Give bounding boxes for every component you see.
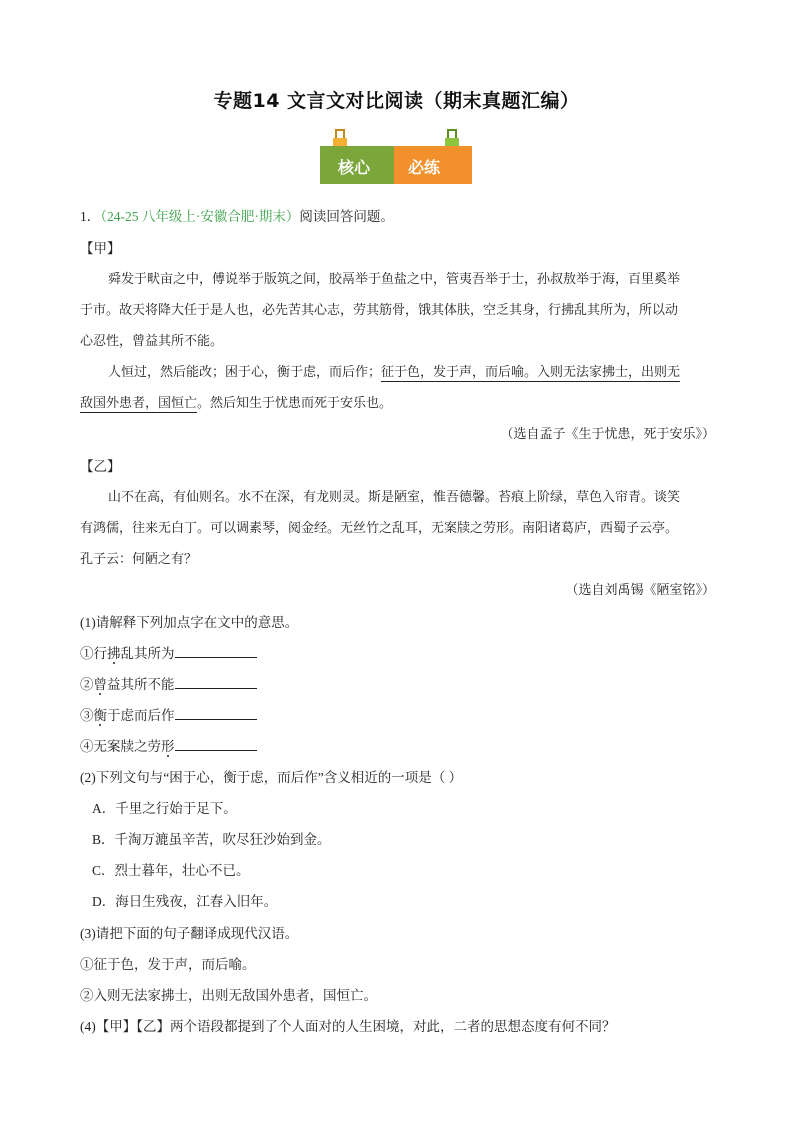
option-a[interactable]: A．千里之行始于足下。 — [92, 801, 237, 816]
section-badge — [318, 128, 474, 188]
passage-yi-line: 山不在高，有仙则名。水不在深，有龙则灵。斯是陋室，惟吾德馨。苔痕上阶绿，草色入帘青。谈笑 — [108, 490, 681, 505]
answer-blank[interactable] — [175, 645, 257, 658]
badge-right-label: 必练 — [408, 158, 441, 177]
option-d[interactable]: D．海日生残夜，江春入旧年。 — [92, 894, 278, 909]
passage-jia-line — [80, 395, 392, 413]
passage-jia-line: 心忍性，曾益其所不能。 — [80, 334, 224, 349]
question-header — [80, 208, 394, 226]
subquestion-3-stem: (3)请把下面的句子翻译成现代汉语。 — [80, 926, 299, 941]
question-prompt: 阅读回答问题。 — [299, 209, 394, 224]
answer-blank[interactable] — [175, 738, 257, 751]
passage-yi-line: 孔子云：何陋之有？ — [80, 552, 198, 567]
passage-yi-line: 有鸿儒，往来无白丁。可以调素琴，阅金经。无丝竹之乱耳，无案牍之劳形。南阳诸葛庐，西蜀子云亭。 — [80, 521, 679, 536]
answer-blank[interactable] — [175, 676, 257, 689]
badge-left-label: 核心 — [338, 158, 371, 177]
subquestion-3-item: ①征于色，发于声，而后喻。 — [80, 957, 256, 972]
subquestion-1-item: ③衡于虑而后作 — [80, 707, 257, 725]
passage-jia-line: 舜发于畎亩之中，傅说举于版筑之间，胶鬲举于鱼盐之中，管夷吾举于士，孙叔敖举于海，百里奚举 — [108, 272, 681, 287]
question-number: 1． — [80, 209, 101, 224]
passage-yi-citation: （选自刘禹锡《陋室铭》） — [565, 583, 715, 598]
passage-text: 人恒过，然后能改；困于心，衡于虑，而后作； — [108, 365, 382, 380]
passage-text: 。然后知生于忧患而死于安乐也。 — [197, 396, 393, 411]
subquestion-1-item: ①行拂乱其所为 — [80, 645, 257, 663]
passage-jia-label: 【甲】 — [80, 241, 121, 256]
option-b[interactable]: B．千淘万漉虽辛苦，吹尽狂沙始到金。 — [92, 832, 331, 847]
passage-jia-citation: （选自孟子《生于忧患，死于安乐》） — [500, 427, 715, 442]
underlined-text: 敌国外患者，国恒亡 — [80, 396, 198, 411]
subquestion-3-item: ②入则无法家拂士，出则无敌国外患者，国恒亡。 — [80, 988, 377, 1003]
passage-yi-label: 【乙】 — [80, 459, 121, 474]
question-source: （24-25 八年级上·安徽合肥·期末） — [100, 209, 300, 224]
answer-blank[interactable] — [175, 707, 257, 720]
underlined-text: 征于色，发于声，而后喻。入则无法家拂士，出则无 — [381, 365, 681, 380]
passage-jia-line — [108, 364, 680, 382]
page-title: 专题14 文言文对比阅读（期末真题汇编） — [213, 90, 580, 112]
subquestion-2-stem: (2)下列文句与“困于心，衡于虑，而后作”含义相近的一项是（ ） — [80, 770, 463, 785]
subquestion-1-item: ④无案牍之劳形 — [80, 738, 257, 756]
subquestion-1-item: ②曾益其所不能 — [80, 676, 257, 694]
subquestion-4-stem: (4)【甲】【乙】两个语段都提到了个人面对的人生困境，对此，二者的思想态度有何不同？ — [80, 1019, 616, 1034]
passage-jia-line: 于市。故天将降大任于是人也，必先苦其心志，劳其筋骨，饿其体肤，空乏其身，行拂乱其所为，所以动 — [80, 303, 679, 318]
subquestion-1-stem: (1)请解释下列加点字在文中的意思。 — [80, 615, 299, 630]
option-c[interactable]: C．烈士暮年，壮心不已。 — [92, 863, 250, 878]
